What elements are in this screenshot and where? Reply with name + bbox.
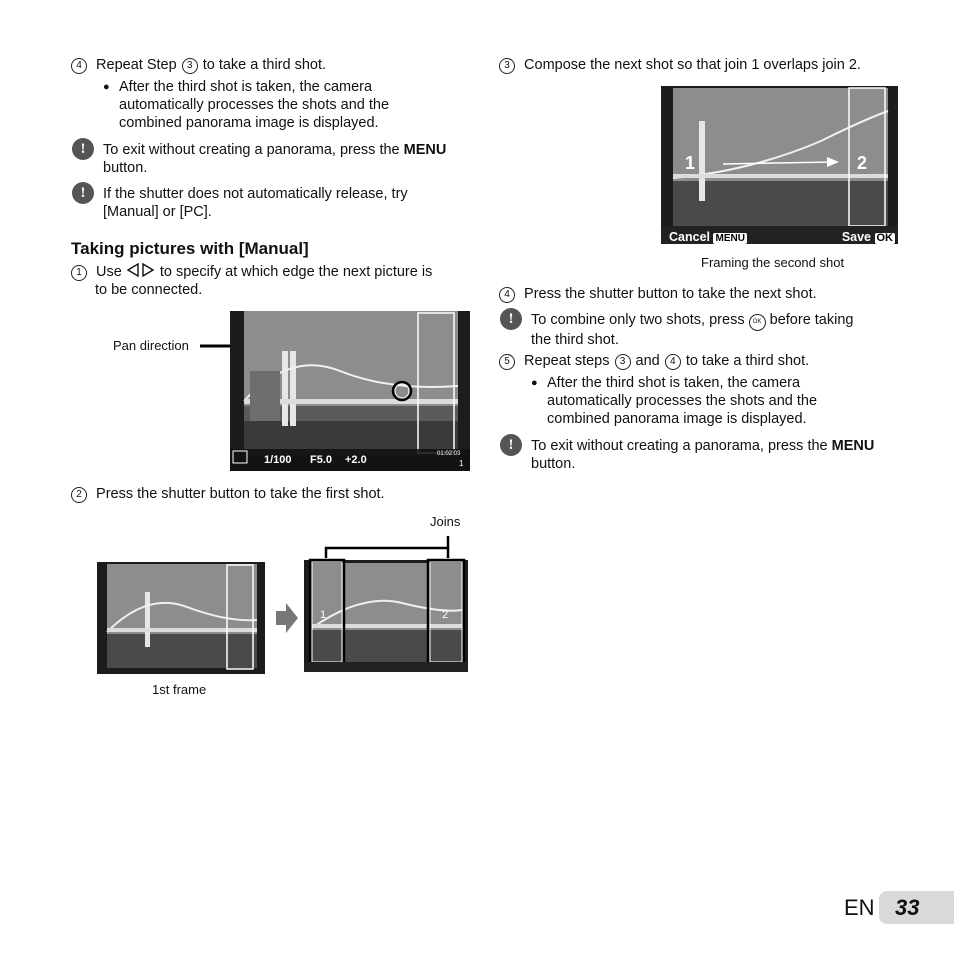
camera-screen-image xyxy=(230,311,470,471)
left-note-shutter: If the shutter does not automatically release, try [Manual] or [PC]. xyxy=(103,186,408,220)
shot-count: 1 xyxy=(459,459,464,468)
first-frame-caption: 1st frame xyxy=(152,682,207,697)
menu-button-icon: MENU xyxy=(715,233,745,244)
framing-second-shot-image xyxy=(661,86,898,244)
page-number-tab xyxy=(879,891,954,924)
right-step5-bullet: ● After the third shot is taken, the camera automatically processes the shots and the combined panorama image is displayed. xyxy=(531,375,818,427)
svg-text:1: 1 xyxy=(320,609,327,621)
left-note-exit: To exit without creating a panorama, press the MENU button. xyxy=(103,142,447,176)
ok-button-icon: OK xyxy=(876,232,893,244)
right-step3: 3 Compose the next shot so that join 1 overlaps join 2. xyxy=(499,56,861,74)
step-ref: 3 xyxy=(182,58,198,74)
step-number: 2 xyxy=(71,487,87,503)
step-ref: 3 xyxy=(615,354,631,370)
join-mark-1: 1 xyxy=(685,153,696,173)
right-note-two-shots: To combine only two shots, press OK before taking the third shot. xyxy=(531,312,854,348)
join-mark-2: 2 xyxy=(857,153,868,173)
second-frame-image xyxy=(302,558,470,674)
menu-key-label: MENU xyxy=(831,438,875,454)
step-number: 4 xyxy=(71,58,87,74)
step-number: 3 xyxy=(499,58,515,74)
left-step4-bullet: ● After the third shot is taken, the camera automatically processes the shots and the combined panorama image is displayed. xyxy=(103,79,390,131)
caution-icon: ! xyxy=(500,434,522,456)
aperture-value: F5.0 xyxy=(310,454,333,466)
ok-button-icon: OK xyxy=(749,314,766,331)
caution-icon: ! xyxy=(72,182,94,204)
page-number: 33 xyxy=(895,895,920,920)
step-number: 5 xyxy=(499,354,515,370)
shutter-speed: 1/100 xyxy=(264,454,292,466)
left-step1: 1 Use to specify at which edge the next picture is to be connected. xyxy=(71,263,471,299)
right-step4: 4 Press the shutter button to take the next shot. xyxy=(499,285,817,303)
menu-key-label: MENU xyxy=(403,142,447,158)
screen-bottom-bar xyxy=(661,226,898,244)
caution-icon: ! xyxy=(72,138,94,160)
left-right-arrows-icon xyxy=(126,263,156,277)
framing-caption: Framing the second shot xyxy=(701,255,845,270)
section-heading: Taking pictures with [Manual] xyxy=(71,239,309,258)
arrow-right-icon xyxy=(276,603,298,633)
exposure-value: +2.0 xyxy=(345,454,367,466)
right-note-exit: To exit without creating a panorama, press the MENU button. xyxy=(531,438,875,472)
left-step2: 2 Press the shutter button to take the first shot. xyxy=(71,485,385,503)
caution-icon: ! xyxy=(500,308,522,330)
pan-direction-label: Pan direction xyxy=(113,338,189,353)
language-label: EN xyxy=(844,895,875,920)
joins-label: Joins xyxy=(430,514,461,529)
bullet-icon: ● xyxy=(103,81,110,93)
step-number: 1 xyxy=(71,265,87,281)
save-button[interactable]: Save OK xyxy=(841,230,893,244)
svg-text:2: 2 xyxy=(442,609,449,621)
step-ref: 4 xyxy=(665,354,681,370)
cancel-button[interactable]: Cancel MENU xyxy=(669,230,745,244)
step-number: 4 xyxy=(499,287,515,303)
left-step4: 4 Repeat Step 3 to take a third shot. xyxy=(71,56,326,74)
bullet-icon: ● xyxy=(531,377,538,389)
bridge-scene xyxy=(230,311,470,471)
clock-readout: 01:02:03 xyxy=(437,451,461,457)
right-step5: 5 Repeat steps 3 and 4 to take a third shot. xyxy=(499,352,809,370)
first-frame-image xyxy=(97,562,265,674)
